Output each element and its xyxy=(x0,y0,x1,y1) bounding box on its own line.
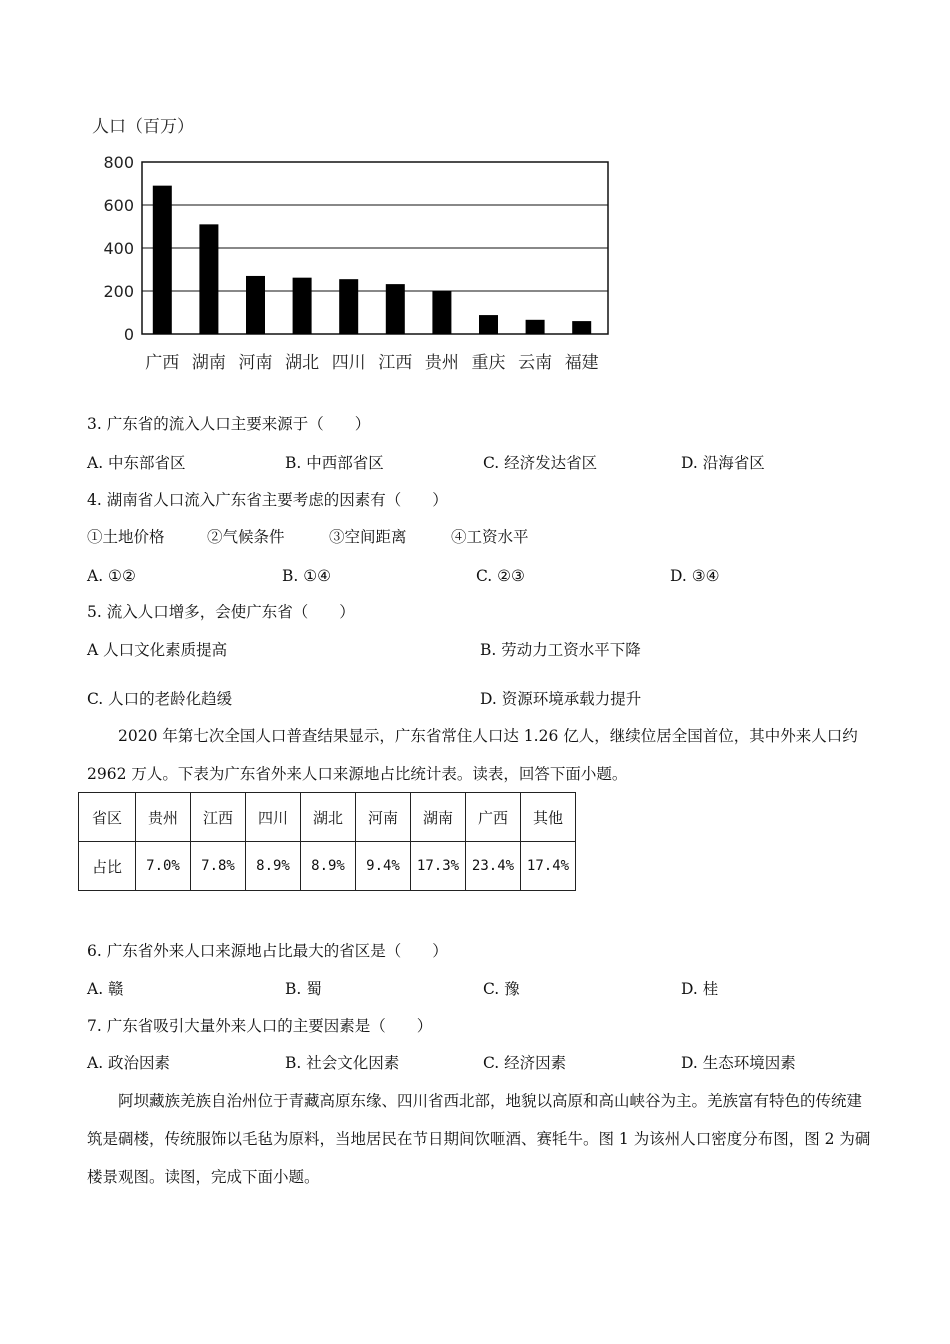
q3-option-a[interactable]: A. 中东部省区 xyxy=(87,454,186,472)
q6-option-c[interactable]: C. 豫 xyxy=(483,980,520,998)
q4-factor-1: ①土地价格 xyxy=(87,528,165,546)
chart-bar-4 xyxy=(293,278,312,334)
passage-aba xyxy=(87,1082,877,1196)
q6-option-d[interactable]: D. 桂 xyxy=(681,980,719,998)
chart-x-tick-label: 湖北 xyxy=(285,353,320,373)
q5-option-b[interactable]: B. 劳动力工资水平下降 xyxy=(480,641,641,659)
table-header-row xyxy=(79,793,576,842)
q5-option-d[interactable]: D. 资源环境承载力提升 xyxy=(480,690,642,708)
question-4-stem: 4. 湖南省人口流入广东省主要考虑的因素有（ ） xyxy=(87,491,448,509)
table-cell: 7.0% xyxy=(136,842,191,891)
question-5-stem: 5. 流入人口增多，会使广东省（ ） xyxy=(87,603,355,621)
q4-factor-2: ②气候条件 xyxy=(207,528,285,546)
chart-bar-1 xyxy=(153,186,172,334)
table-cell: 17.4% xyxy=(521,842,576,891)
table-cell: 23.4% xyxy=(466,842,521,891)
chart-bar-6 xyxy=(386,284,405,334)
chart-x-tick-label: 湖南 xyxy=(191,353,226,373)
chart-bar-8 xyxy=(479,315,498,334)
chart-y-axis-label: 人口（百万） xyxy=(92,117,194,137)
table-cell: 湖北 xyxy=(301,793,356,842)
q7-option-d[interactable]: D. 生态环境因素 xyxy=(681,1054,796,1072)
table-cell: 河南 xyxy=(356,793,411,842)
chart-x-tick-label: 河南 xyxy=(238,353,273,373)
q4-factor-4: ④工资水平 xyxy=(451,528,529,546)
table-cell: 江西 xyxy=(191,793,246,842)
q4-option-d[interactable]: D. ③④ xyxy=(670,567,720,585)
q7-option-b[interactable]: B. 社会文化因素 xyxy=(285,1054,400,1072)
q3-option-b[interactable]: B. 中西部省区 xyxy=(285,454,384,472)
chart-x-tick-label: 江西 xyxy=(378,353,413,373)
q4-option-c[interactable]: C. ②③ xyxy=(476,567,525,585)
q6-option-a[interactable]: A. 赣 xyxy=(87,980,124,998)
table-row xyxy=(79,842,576,891)
chart-y-tick-label: 400 xyxy=(103,239,134,258)
q3-option-c[interactable]: C. 经济发达省区 xyxy=(483,454,598,472)
table-cell: 四川 xyxy=(246,793,301,842)
chart-x-tick-label: 广西 xyxy=(145,353,180,373)
migrant-source-table xyxy=(78,792,576,891)
chart-x-tick-label: 云南 xyxy=(518,353,553,373)
population-bar-chart xyxy=(80,110,640,390)
table-cell: 湖南 xyxy=(411,793,466,842)
table-cell: 贵州 xyxy=(136,793,191,842)
chart-y-tick-label: 600 xyxy=(103,196,134,215)
chart-bar-10 xyxy=(572,321,591,334)
table-cell: 8.9% xyxy=(301,842,356,891)
passage-census-text: 2020 年第七次全国人口普查结果显示，广东省常住人口达 1.26 亿人，继续位居全国首位，其中外来人口约 2962 万人。下表为广东省外来人口来源地占比统计表。读表，回答下面小题。 xyxy=(87,727,858,783)
chart-x-tick-label: 重庆 xyxy=(471,353,506,373)
q6-option-b[interactable]: B. 蜀 xyxy=(285,980,322,998)
question-7-stem: 7. 广东省吸引大量外来人口的主要因素是（ ） xyxy=(87,1017,433,1035)
chart-bar-5 xyxy=(339,279,358,334)
question-3-stem: 3. 广东省的流入人口主要来源于（ ） xyxy=(87,415,371,433)
chart-x-tick-label: 四川 xyxy=(331,353,366,373)
chart-bar-9 xyxy=(526,320,545,334)
table-cell: 占比 xyxy=(79,842,136,891)
chart-bar-7 xyxy=(432,291,451,334)
q3-option-d[interactable]: D. 沿海省区 xyxy=(681,454,765,472)
q7-option-a[interactable]: A. 政治因素 xyxy=(87,1054,171,1072)
chart-bar-2 xyxy=(199,224,218,334)
table-cell: 8.9% xyxy=(246,842,301,891)
q5-option-c[interactable]: C. 人口的老龄化趋缓 xyxy=(87,690,233,708)
q5-option-a[interactable]: A 人口文化素质提高 xyxy=(87,641,228,659)
q4-option-b[interactable]: B. ①④ xyxy=(282,567,332,585)
chart-y-tick-label: 800 xyxy=(103,153,134,172)
chart-x-tick-label: 贵州 xyxy=(424,353,459,373)
chart-bar-3 xyxy=(246,276,265,334)
chart-y-tick-label: 0 xyxy=(123,325,134,344)
q4-factor-3: ③空间距离 xyxy=(329,528,407,546)
q7-option-c[interactable]: C. 经济因素 xyxy=(483,1054,567,1072)
table-cell: 9.4% xyxy=(356,842,411,891)
table-cell: 其他 xyxy=(521,793,576,842)
table-cell: 省区 xyxy=(79,793,136,842)
passage-census xyxy=(87,717,877,793)
table-cell: 17.3% xyxy=(411,842,466,891)
table-cell: 广西 xyxy=(466,793,521,842)
question-6-stem: 6. 广东省外来人口来源地占比最大的省区是（ ） xyxy=(87,942,448,960)
table-cell: 7.8% xyxy=(191,842,246,891)
q4-option-a[interactable]: A. ①② xyxy=(87,567,136,585)
chart-x-tick-label: 福建 xyxy=(564,353,599,373)
chart-y-tick-label: 200 xyxy=(103,282,134,301)
passage-aba-text: 阿坝藏族羌族自治州位于青藏高原东缘、四川省西北部，地貌以高原和高山峡谷为主。羌族富有特色的传统建筑是碉楼，传统服饰以毛毡为原料，当地居民在节日期间饮咂酒、赛牦牛。图 1 为该州人口密度分布图，图 2 为碉楼景观图。读图，完成下面小题。 xyxy=(87,1092,871,1186)
